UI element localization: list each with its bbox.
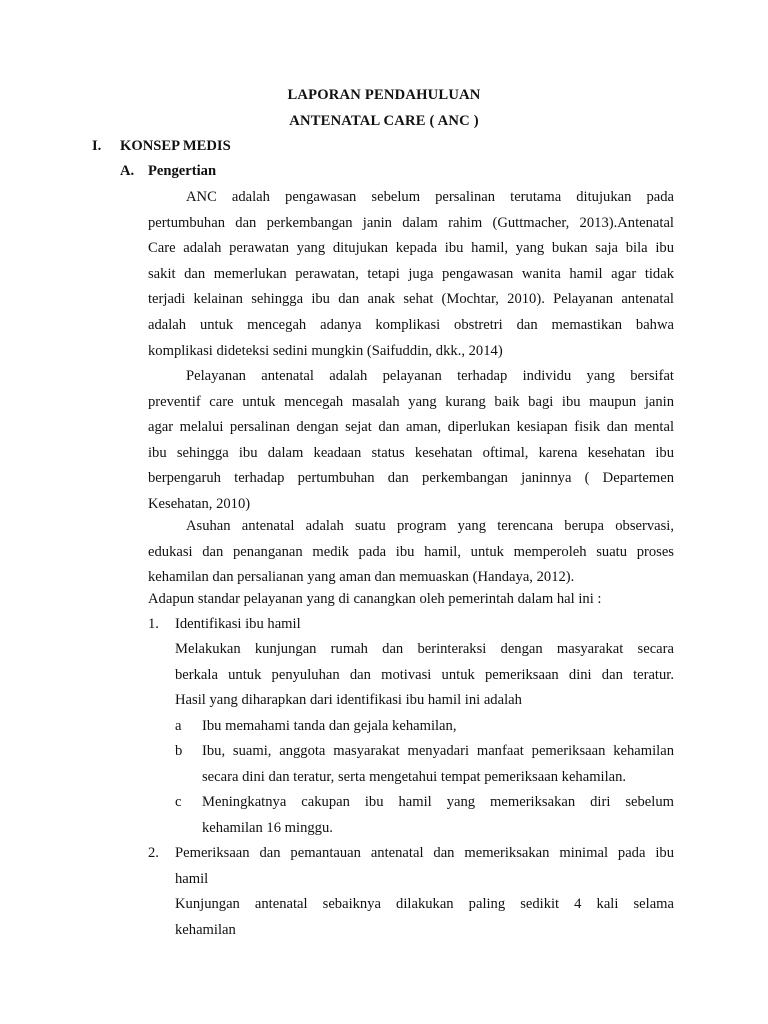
item-1-body — [175, 637, 674, 714]
p1-line: adalah untuk mencegah adanya komplikasi obstretri dan memastikan bahwa — [148, 316, 674, 333]
subsection-title: Pengertian — [148, 163, 217, 179]
p2-line: berpengaruh terhadap pertumbuhan dan perkembangan janinnya ( Departemen — [148, 470, 674, 487]
title-line-2: ANTENATAL CARE ( ANC ) — [289, 113, 479, 129]
item-2-body-line: Kunjungan antenatal sebaiknya dilakukan paling sedikit 4 kali selama — [175, 896, 674, 912]
p3-line: edukasi dan penanganan medik pada ibu hamil, untuk memperoleh suatu proses — [148, 543, 674, 560]
p3-line: kehamilan dan persalianan yang aman dan memuaskan (Handaya, 2012). — [148, 569, 575, 586]
item-2-title-line: Pemeriksaan dan pemantauan antenatal dan memeriksakan minimal pada ibu — [175, 845, 674, 861]
paragraph-1 — [148, 185, 674, 364]
p1-line: ANC adalah pengawasan sebelum persalinan terutama ditujukan pada — [186, 189, 674, 205]
item-2-body-line: kehamilan — [175, 921, 236, 938]
item-2-body — [175, 892, 674, 943]
p2-line: Kesehatan, 2010) — [148, 495, 251, 512]
item-1-body-line: Hasil yang diharapkan dari identifikasi ibu hamil ini adalah — [175, 692, 522, 709]
p1-line: sakit dan memerlukan perawatan, tetapi juga pengawasan wanita hamil agar tidak — [148, 265, 674, 282]
item-1-number: 1. — [148, 616, 159, 632]
p2-line: agar melalui persalinan dengan sejat dan aman, diperlukan kesiapan fisik dan mental — [148, 419, 674, 436]
section-number: I. — [92, 138, 102, 154]
item-1-title: Identifikasi ibu hamil — [175, 616, 301, 632]
sub-item-a-letter: a — [175, 718, 182, 734]
p1-line: komplikasi dideteksi sedini mungkin (Saifuddin, dkk., 2014) — [148, 342, 503, 359]
p3-line: Asuhan antenatal adalah suatu program yang terencana berupa observasi, — [186, 518, 674, 534]
sub-item-c-letter: c — [175, 794, 182, 810]
item-2-title — [175, 841, 674, 892]
paragraph-4: Adapun standar pelayanan yang di canangkan oleh pemerintah dalam hal ini : — [148, 591, 602, 607]
item-1-body-line: berkala untuk penyuluhan dan motivasi untuk pemeriksaan dini dan teratur. — [175, 666, 674, 683]
paragraph-2 — [148, 364, 674, 518]
item-2-title-line: hamil — [175, 870, 209, 887]
item-2-number: 2. — [148, 845, 159, 861]
subsection-letter: A. — [120, 163, 135, 179]
sub-item-c-line: kehamilan 16 minggu. — [202, 819, 333, 836]
sub-item-a-text: Ibu memahami tanda dan gejala kehamilan, — [202, 718, 457, 734]
section-title: KONSEP MEDIS — [120, 138, 231, 154]
p1-line: Care adalah perawatan yang ditujukan kepada ibu hamil, yang bukan saja bila ibu — [148, 240, 674, 257]
p1-line: terjadi kelainan sehingga ibu dan anak sehat (Mochtar, 2010). Pelayanan antenatal — [148, 291, 674, 308]
item-1-body-line: Melakukan kunjungan rumah dan berinteraksi dengan masyarakat secara — [175, 641, 674, 657]
sub-item-c-line: Meningkatnya cakupan ibu hamil yang memeriksakan diri sebelum — [202, 794, 674, 810]
sub-item-b-letter: b — [175, 743, 183, 759]
title-line-1: LAPORAN PENDAHULUAN — [287, 87, 481, 103]
p2-line: Pelayanan antenatal adalah pelayanan terhadap individu yang bersifat — [186, 368, 674, 384]
sub-item-b-line: Ibu, suami, anggota masyarakat menyadari manfaat pemeriksaan kehamilan — [202, 743, 674, 759]
sub-item-c-text — [202, 790, 674, 841]
paragraph-3 — [148, 514, 674, 591]
p2-line: preventif care untuk mencegah masalah yang kurang baik bagi ibu maupun janin — [148, 393, 674, 410]
sub-item-b-line: secara dini dan teratur, serta mengetahui tempat pemeriksaan kehamilan. — [202, 768, 627, 785]
p2-line: ibu sehingga ibu dalam keadaan status kesehatan oftimal, karena kesehatan ibu — [148, 444, 674, 461]
sub-item-b-text — [202, 739, 674, 790]
p1-line: pertumbuhan dan perkembangan janin dalam rahim (Guttmacher, 2013).Antenatal — [148, 214, 674, 231]
